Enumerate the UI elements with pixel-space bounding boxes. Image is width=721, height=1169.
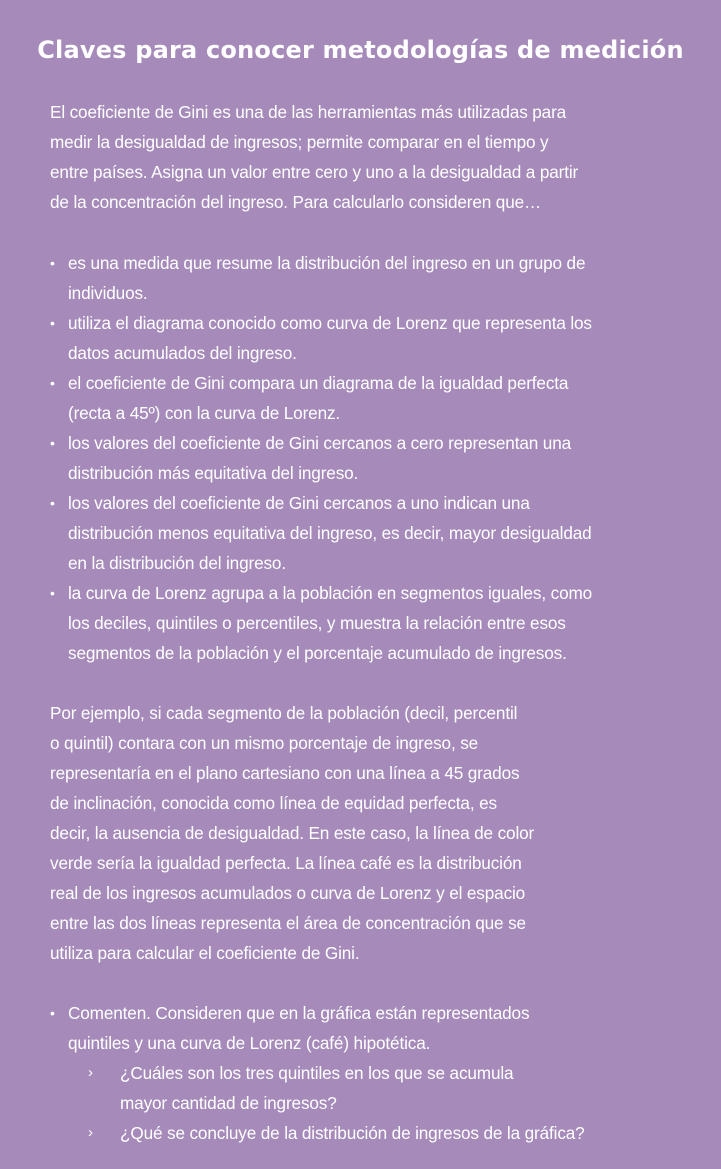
key-points-list xyxy=(50,248,700,668)
intro-line: de la concentración del ingreso. Para calcularlo consideren que… xyxy=(50,192,542,212)
activity-item: • Comenten. Consideren que en la gráfica están representados quintiles y una curva de Lorenz (café) hipotética. › ¿Cuáles son los tres quintiles en los que se acumula mayor cantidad de ingresos? › ¿Qué se concluye de la distribución de ingresos de la gráfica? xyxy=(50,998,700,1148)
activity-list xyxy=(50,998,700,1148)
chevron-right-icon: › xyxy=(88,1124,93,1141)
intro-line: El coeficiente de Gini es una de las herramientas más utilizadas para xyxy=(50,102,567,122)
bullet-icon: • xyxy=(50,255,55,271)
example-paragraph: Por ejemplo, si cada segmento de la población (decil, percentil o quintil) contara con un mismo porcentaje de ingreso, se representaría en el plano cartesiano con una línea a 45 grados de inclinación, conocida como línea de equidad perfecta, es decir, la ausencia de desigualdad. En este caso, la línea de color verde sería la igualdad perfecta. La línea café es la distribución real de los ingresos acumulados o curva de Lorenz y el espacio entre las dos líneas representa el área de concentración que se utiliza para calcular el coeficiente de Gini. xyxy=(50,703,535,963)
intro-line: entre países. Asigna un valor entre cero y uno a la desigualdad a partir xyxy=(50,162,579,182)
chevron-right-icon: › xyxy=(88,1064,93,1081)
list-item: • la curva de Lorenz agrupa a la población en segmentos iguales, como los deciles, quintiles o percentiles, y muestra la relación entre esos segmentos de la población y el porcentaje acumulado de ingresos. xyxy=(50,578,700,668)
question-item: › ¿Cuáles son los tres quintiles en los que se acumula mayor cantidad de ingresos? xyxy=(68,1058,700,1118)
list-item: • utiliza el diagrama conocido como curva de Lorenz que representa los datos acumulados del ingreso. xyxy=(50,308,700,368)
list-item: • los valores del coeficiente de Gini cercanos a uno indican una distribución menos equitativa del ingreso, es decir, mayor desigualdad en la distribución del ingreso. xyxy=(50,488,700,578)
intro-line: medir la desigualdad de ingresos; permite comparar en el tiempo y xyxy=(50,132,549,152)
bullet-icon: • xyxy=(50,495,55,511)
bullet-icon: • xyxy=(50,315,55,331)
bullet-icon: • xyxy=(50,1005,55,1021)
list-item: • los valores del coeficiente de Gini cercanos a cero representan una distribución más equitativa del ingreso. xyxy=(50,428,700,488)
list-item: • el coeficiente de Gini compara un diagrama de la igualdad perfecta (recta a 45º) con la curva de Lorenz. xyxy=(50,368,700,428)
questions-list xyxy=(68,1058,700,1148)
question-item: › ¿Qué se concluye de la distribución de ingresos de la gráfica? xyxy=(68,1118,700,1148)
bullet-icon: • xyxy=(50,435,55,451)
page-title: Claves para conocer metodologías de medición xyxy=(37,36,684,64)
bullet-icon: • xyxy=(50,375,55,391)
intro-paragraph xyxy=(50,97,578,217)
list-item: • es una medida que resume la distribución del ingreso en un grupo de individuos. xyxy=(50,248,700,308)
bullet-icon: • xyxy=(50,585,55,601)
